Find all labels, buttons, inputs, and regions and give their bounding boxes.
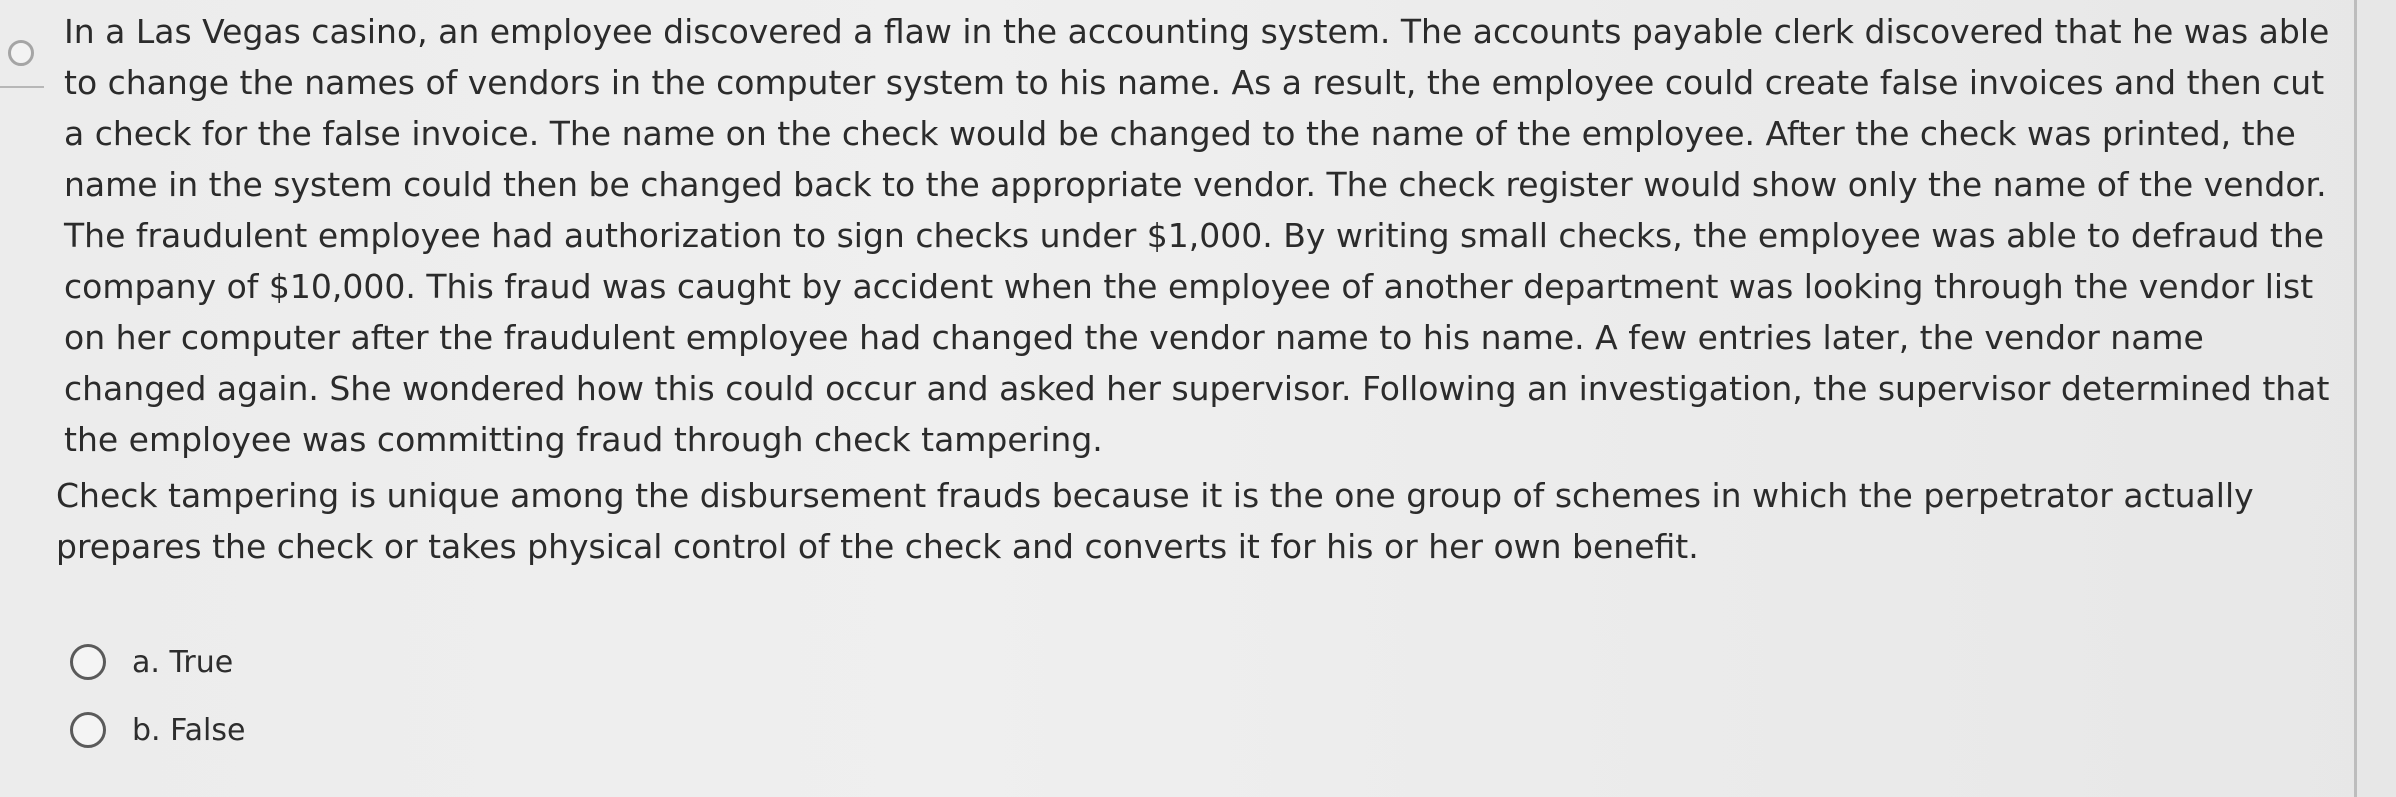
question-scenario: In a Las Vegas casino, an employee discovered a flaw in the accounting system. The accounts payable clerk discovered that he was able to change the names of vendors in the computer system to his name. As a result, the employee could create false invoices and then cut a check for the false invoice. The name on the check would be changed to the name of the employee. After the check was printed, the name in the system could then be changed back to the appropriate vendor. The check register would show only the name of the vendor. The fraudulent employee had authorization to sign checks under $1,000. By writing small checks, the employee was able to defraud the company of $10,000. This fraud was caught by accident when the employee of another department was looking through the vendor list on her computer after the fraudulent employee had changed the vendor name to his name. A few entries later, the vendor name changed again. She wondered how this could occur and asked her supervisor. Following an investigation, the supervisor determined that the employee was committing fraud through check tampering.: [64, 12, 2330, 459]
radio-button-icon[interactable]: [70, 644, 106, 680]
option-true[interactable]: [70, 644, 233, 680]
divider: [0, 86, 44, 88]
option-label: b. False: [132, 712, 246, 748]
panel-border: [2354, 0, 2357, 797]
option-false[interactable]: [70, 712, 245, 748]
question-radio-icon[interactable]: [8, 40, 34, 66]
radio-button-icon[interactable]: [70, 712, 106, 748]
question-statement: Check tampering is unique among the disbursement frauds because it is the one group of schemes in which the perpetrator actually prepares the check or takes physical control of the check and converts it for his or her own benefit.: [56, 476, 2254, 566]
option-label: a. True: [132, 644, 234, 680]
